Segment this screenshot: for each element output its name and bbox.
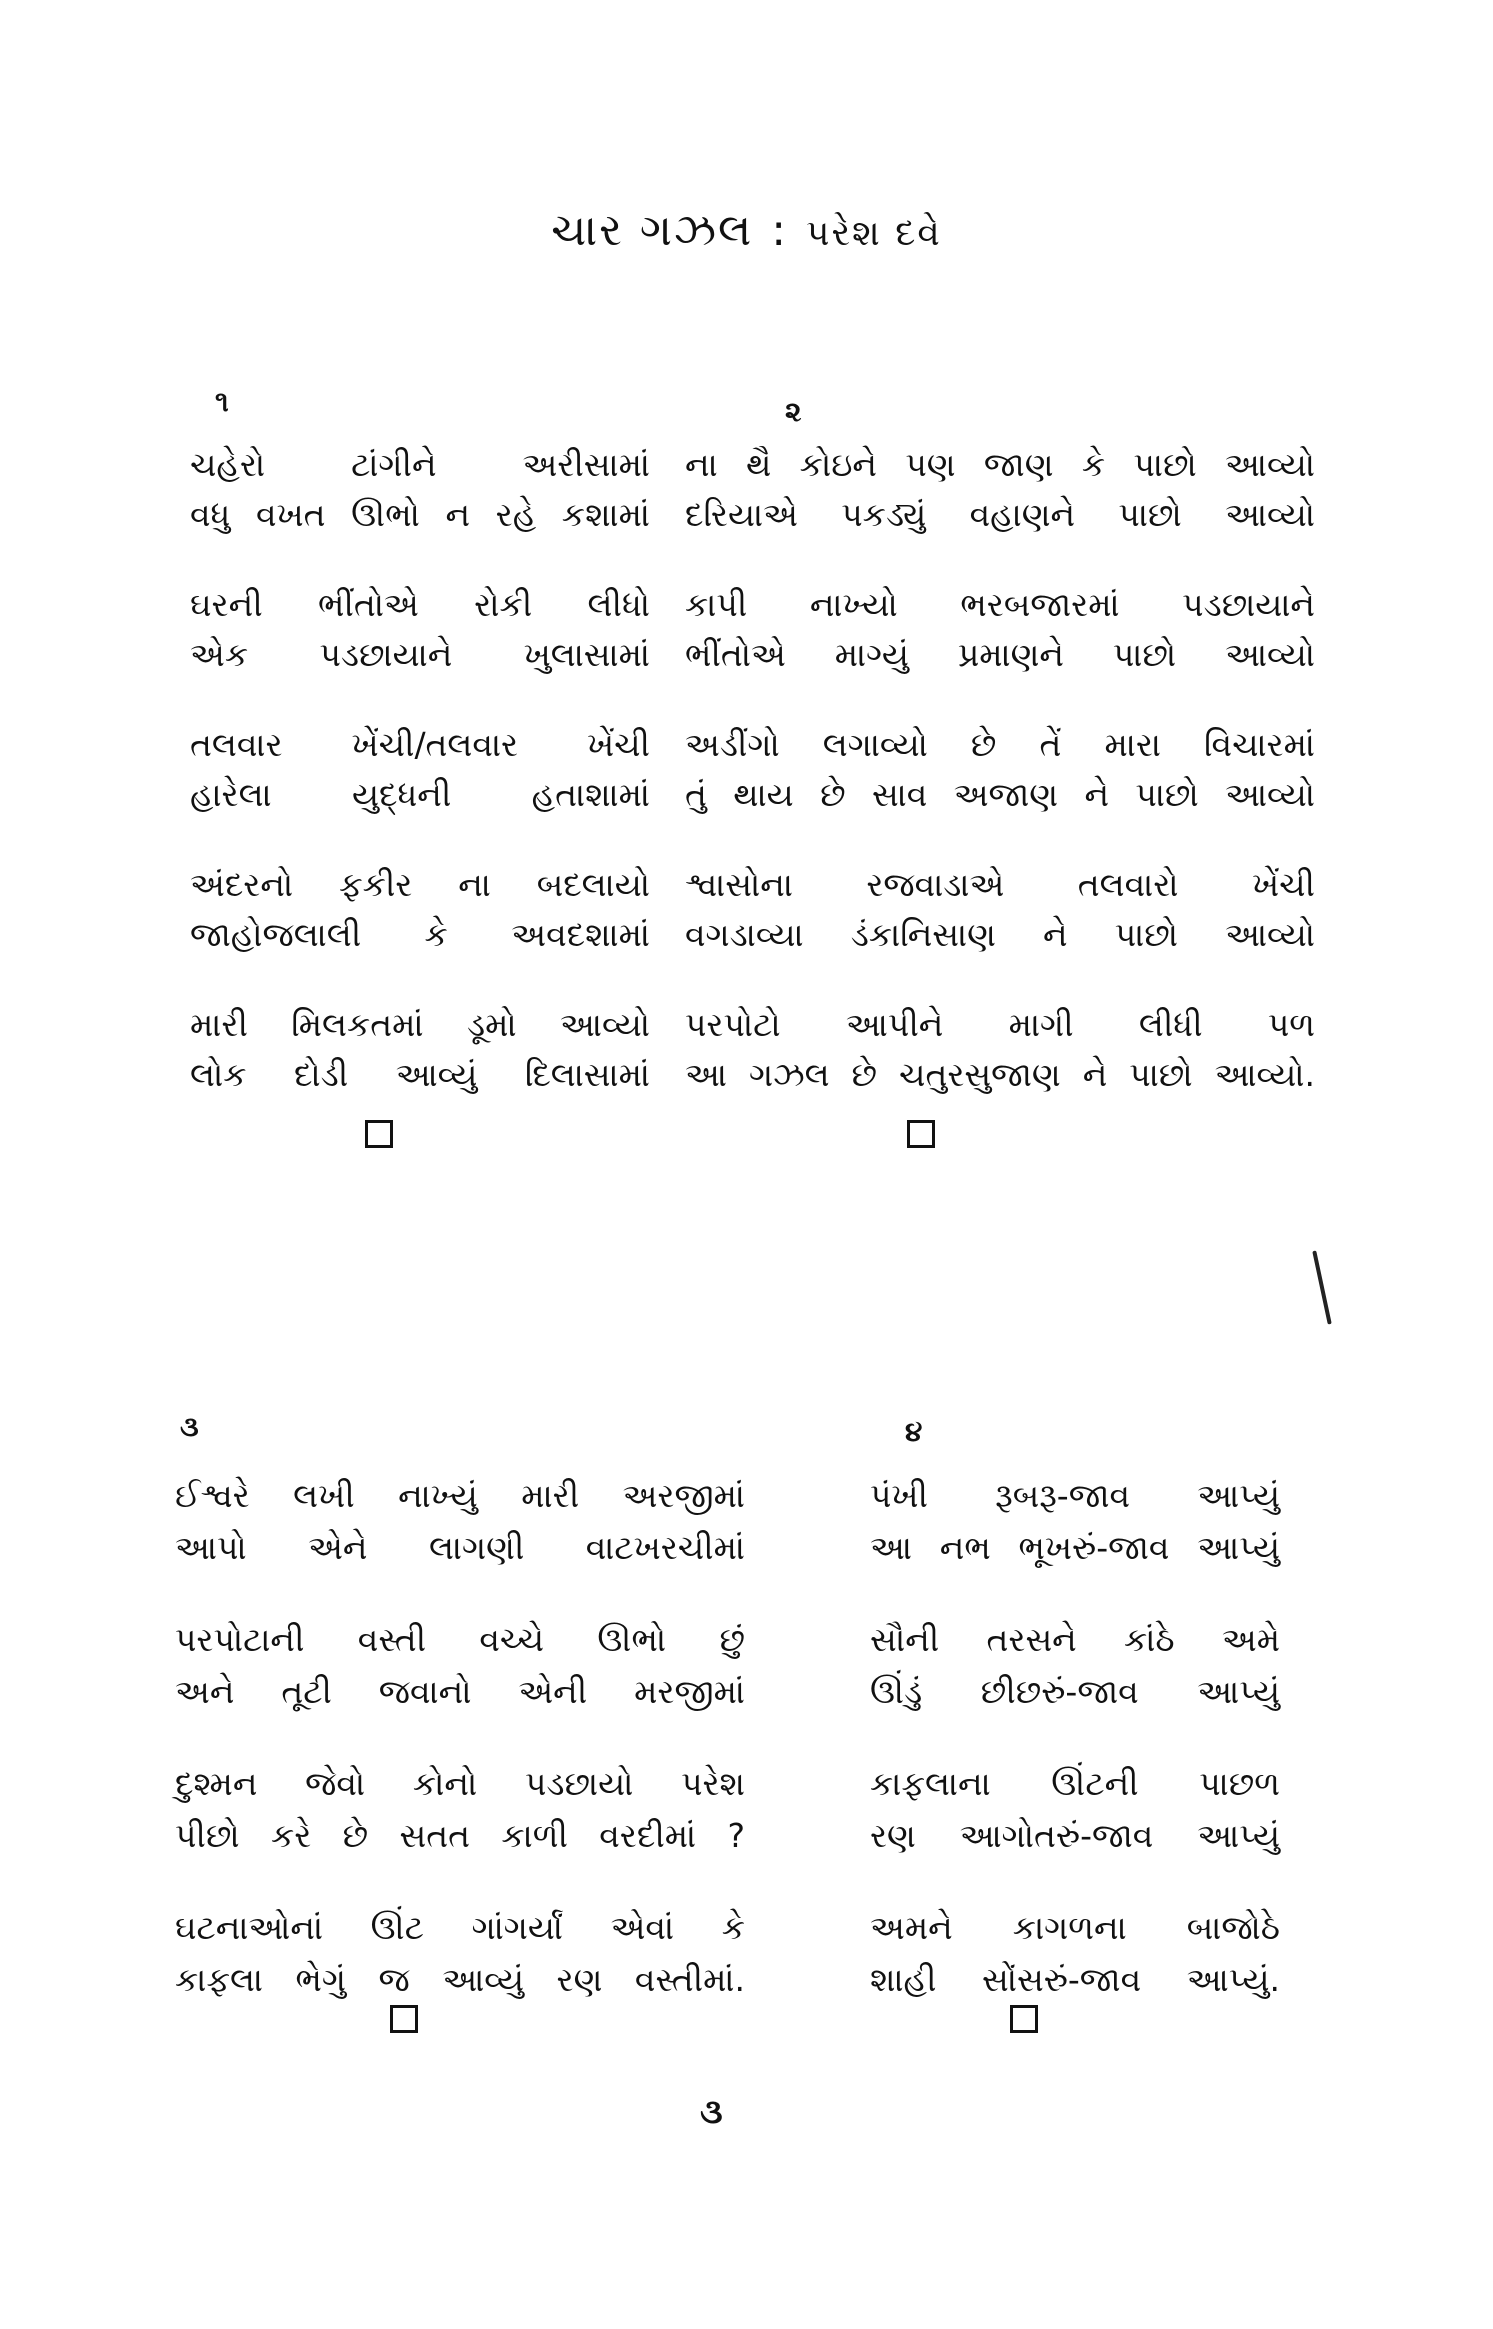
poem-3-couplet-1	[175, 1470, 745, 1574]
poem-line: કાપી નાખ્યો ભરબજારમાં પડછાયાને	[685, 585, 1315, 624]
poem-2-couplet-5	[685, 1000, 1315, 1100]
poem-line: આ ગઝલ છે ચતુરસુજાણ ને પાછો આવ્યો.	[685, 1055, 1315, 1094]
poem-line: શાહી સોંસરું-જાવ આપ્યું.	[870, 1960, 1280, 1999]
poem-4	[870, 1470, 1280, 2046]
poem-4-couplet-3	[870, 1758, 1280, 1862]
poem-4-couplet-4	[870, 1902, 1280, 2006]
poem-line: ભીંતોએ માગ્યું પ્રમાણને પાછો આવ્યો	[685, 635, 1315, 674]
poem-1-couplet-3	[190, 720, 650, 820]
page-number: ૩	[700, 2092, 723, 2132]
poem-line: ઘટનાઓનાં ઊંટ ગાંગર્યાં એવાં કે	[175, 1908, 745, 1947]
poem-1-couplet-4	[190, 860, 650, 960]
poem-3	[175, 1470, 745, 2046]
poem-line: ઊંડું છીછરું-જાવ આપ્યું	[870, 1672, 1280, 1711]
poem-line: પંખી રૂબરૂ-જાવ આપ્યું	[870, 1476, 1280, 1515]
poem-line: દુશ્મન જેવો કોનો પડછાયો પરેશ	[175, 1764, 745, 1803]
poem-line: વધુ વખત ઊભો ન રહે કશામાં	[190, 495, 650, 534]
page-title	[0, 205, 1493, 256]
poem-end-box	[365, 1120, 393, 1148]
poem-line: તલવાર ખેંચી/તલવાર ખેંચી	[190, 725, 650, 764]
poem-1-couplet-2	[190, 580, 650, 680]
poem-number-2: ૨	[785, 395, 802, 428]
poem-3-couplet-3	[175, 1758, 745, 1862]
poem-line: પરપોટાની વસ્તી વચ્ચે ઊભો છું	[175, 1620, 745, 1659]
poem-2-couplet-3	[685, 720, 1315, 820]
poem-line: ચહેરો ટાંગીને અરીસામાં	[190, 445, 650, 484]
collection-title: ચાર ગઝલ	[551, 205, 754, 256]
author-name: પરેશ દવે	[806, 213, 942, 254]
poem-1-couplet-5	[190, 1000, 650, 1100]
poem-line: જાહોજલાલી કે અવદશામાં	[190, 915, 650, 954]
poem-end-box	[907, 1120, 935, 1148]
poem-number-1: ૧	[215, 385, 229, 418]
poem-2	[685, 440, 1315, 1140]
poem-2-couplet-1	[685, 440, 1315, 540]
poem-line: કાફલા ભેગું જ આવ્યું રણ વસ્તીમાં.	[175, 1960, 745, 1999]
poem-line: વગડાવ્યા ડંકાનિસાણ ને પાછો આવ્યો	[685, 915, 1315, 954]
title-separator: :	[771, 205, 789, 256]
poem-line: અને તૂટી જવાનો એની મરજીમાં	[175, 1672, 745, 1711]
poem-4-couplet-1	[870, 1470, 1280, 1574]
poem-line: ઘરની ભીંતોએ રોકી લીધો	[190, 585, 650, 624]
poem-1-couplet-1	[190, 440, 650, 540]
poem-line: આપો એને લાગણી વાટખરચીમાં	[175, 1528, 745, 1567]
margin-mark	[1312, 1250, 1332, 1324]
poem-line: અમને કાગળના બાજોઠે	[870, 1908, 1280, 1947]
poem-end-box	[390, 2005, 418, 2033]
poem-line: દરિયાએ પકડ્યું વહાણને પાછો આવ્યો	[685, 495, 1315, 534]
poem-2-couplet-4	[685, 860, 1315, 960]
poem-line: કાફલાના ઊંટની પાછળ	[870, 1764, 1280, 1803]
poem-line: શ્વાસોના રજવાડાએ તલવારો ખેંચી	[685, 865, 1315, 904]
poem-line: પરપોટો આપીને માગી લીધી પળ	[685, 1005, 1315, 1044]
poem-line: અડીંગો લગાવ્યો છે તેં મારા વિચારમાં	[685, 725, 1315, 764]
poem-3-couplet-4	[175, 1902, 745, 2006]
poem-4-couplet-2	[870, 1614, 1280, 1718]
poem-number-3: ૩	[180, 1410, 199, 1443]
poem-line: પીછો કરે છે સતત કાળી વરદીમાં ?	[175, 1816, 745, 1855]
poem-line: હારેલા યુદ્ધની હતાશામાં	[190, 775, 650, 814]
poem-3-couplet-2	[175, 1614, 745, 1718]
poem-number-4: ૪	[905, 1415, 923, 1448]
poem-line: મારી મિલકતમાં ડૂમો આવ્યો	[190, 1005, 650, 1044]
poem-end-box	[1010, 2005, 1038, 2033]
poem-line: તું થાય છે સાવ અજાણ ને પાછો આવ્યો	[685, 775, 1315, 814]
poem-line: લોક દોડી આવ્યું દિલાસામાં	[190, 1055, 650, 1094]
poem-2-couplet-2	[685, 580, 1315, 680]
poem-line: અંદરનો ફકીર ના બદલાયો	[190, 865, 650, 904]
poem-line: આ નભ ભૂખરું-જાવ આપ્યું	[870, 1528, 1280, 1567]
poem-line: રણ આગોતરું-જાવ આપ્યું	[870, 1816, 1280, 1855]
poem-1	[190, 440, 650, 1140]
poem-line: સૌની તરસને કાંઠે અમે	[870, 1620, 1280, 1659]
poem-line: ના થૈ કોઇને પણ જાણ કે પાછો આવ્યો	[685, 445, 1315, 484]
poem-line: ઈશ્વરે લખી નાખ્યું મારી અરજીમાં	[175, 1476, 745, 1515]
poem-line: એક પડછાયાને ખુલાસામાં	[190, 635, 650, 674]
